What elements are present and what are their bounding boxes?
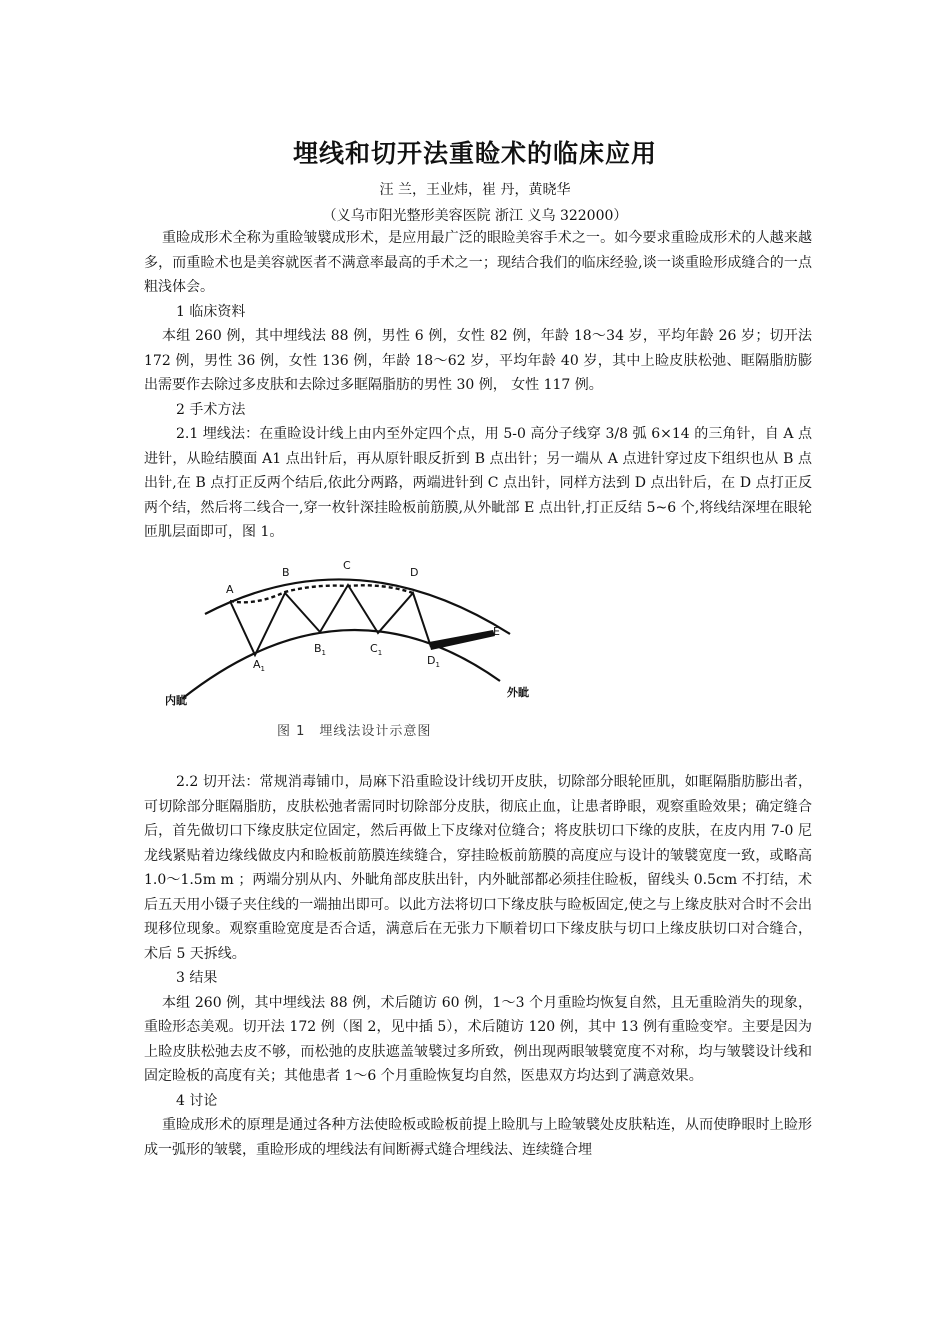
affiliation: （义乌市阳光整形美容医院 浙江 义乌 322000） bbox=[322, 208, 628, 224]
point-c1-label: $C_1$ bbox=[370, 642, 383, 657]
author-list: 汪 兰，王业炜，崔 丹，黄晓华 bbox=[379, 182, 571, 198]
zigzag-suture-path bbox=[230, 585, 431, 655]
section-1-heading: 1 临床资料 bbox=[176, 303, 246, 320]
suture-to-point-e bbox=[429, 630, 495, 650]
paper-title: 埋线和切开法重睑术的临床应用 bbox=[292, 139, 657, 168]
point-b1-label: $B_1$ bbox=[314, 642, 327, 657]
body-text-lower bbox=[144, 770, 812, 1162]
outer-canthus-label: 外眦 bbox=[507, 686, 529, 699]
inner-canthus-label: 内眦 bbox=[165, 694, 187, 707]
section-2-1-paragraph: 2.1 埋线法：在重睑设计线上由内至外定四个点，用 5-0 高分子线穿 3/8 弧 6×14 的三角针，自 A 点进针，从睑结膜面 A1 点出针后，再从原针眼反折到 B 点出针；另一端从 A 点进针穿过皮下组织也从 B 点出针,在 B 点打正反两个结后,依此分两路，两端进针到 C 点出针，同样方法到 D 点出针后，在 D 点打正反两个结，然后将二线合一,穿一枚针深挂睑板前筋膜,从外眦部 E 点出针,打正反结 5~6 个,将线结深埋在眼轮匝肌层面即可，图 1。 bbox=[144, 426, 812, 540]
buried-suture-dashed-line bbox=[230, 585, 413, 602]
point-b-label: B bbox=[282, 566, 290, 579]
section-3-paragraph: 本组 260 例，其中埋线法 88 例，术后随访 60 例，1～3 个月重睑均恢复自然，且无重睑消失的现象，重睑形态美观。切开法 172 例（图 2，见中插 5），术后随访 120 例，其中 13 例有重睑变窄。主要是因为上睑皮肤松弛去皮不够，而松弛的皮肤遮盖皱襞过多所致，例出现两眼皱襞宽度不对称，均与皱襞设计线和固定睑板的高度有关；其他患者 1～6 个月重睑恢复均自然，医患双方均达到了满意效果。 bbox=[144, 994, 812, 1084]
point-d-label: D bbox=[410, 566, 419, 579]
body-text-upper bbox=[144, 226, 812, 545]
point-a1-label: $A_1$ bbox=[253, 658, 265, 673]
point-a-label: A bbox=[226, 583, 234, 596]
point-c-label: C bbox=[343, 559, 351, 572]
point-e-label: E bbox=[493, 625, 500, 638]
section-4-heading: 4 讨论 bbox=[176, 1092, 218, 1109]
suture-design-figure bbox=[155, 556, 555, 746]
section-1-paragraph: 本组 260 例，其中埋线法 88 例，男性 6 例，女性 82 例，年龄 18～34 岁，平均年龄 26 岁；切开法 172 例，男性 36 例，女性 136 例，年龄 18～62 岁，平均年龄 40 岁，其中上睑皮肤松弛、眶隔脂肪膨出需要作去除过多皮肤和去除过多眶隔脂肪的男性 30 例， 女性 117 例。 bbox=[144, 328, 812, 393]
section-3-heading: 3 结果 bbox=[176, 970, 218, 986]
section-2-heading: 2 手术方法 bbox=[176, 401, 246, 418]
section-4-paragraph: 重睑成形术的原理是通过各种方法使睑板或睑板前提上睑肌与上睑皱襞处皮肤粘连，从而使睁眼时上睑形成一弧形的皱襞，重睑形成的埋线法有间断褥式缝合埋线法、连续缝合埋 bbox=[144, 1117, 812, 1158]
section-2-2-paragraph: 2.2 切开法：常规消毒铺巾，局麻下沿重睑设计线切开皮肤，切除部分眼轮匝肌，如眶隔脂肪膨出者，可切除部分眶隔脂肪，皮肤松弛者需同时切除部分皮肤，彻底止血，让患者睁眼，观察重睑效果；确定缝合后，首先做切口下缘皮肤定位固定，然后再做上下皮缘对位缝合；将皮肤切口下缘的皮肤，在皮内用 7-0 尼龙线紧贴着边缘线做皮内和睑板前筋膜连续缝合，穿挂睑板前筋膜的高度应与设计的皱襞宽度一致，或略高 1.0～1.5m m ；两端分别从内、外眦角部皮肤出针，内外眦部都必须挂住睑板，留线头 0.5cm 不打结，术后五天用小镊子夹住线的一端抽出即可。以此方法将切口下缘皮肤与睑板固定,使之与上缘皮肤对合时不会出现移位现象。观察重睑宽度是否合适，满意后在无张力下顺着切口下缘皮肤与切口上缘皮肤切口对合缝合，术后 5 天拆线。 bbox=[144, 774, 812, 962]
upper-design-line bbox=[205, 579, 510, 634]
figure-1-caption: 图 1 埋线法设计示意图 bbox=[277, 724, 432, 739]
intro-paragraph: 重睑成形术全称为重睑皱襞成形术，是应用最广泛的眼睑美容手术之一。如今要求重睑成形术的人越来越多，而重睑术也是美容就医者不满意率最高的手术之一；现结合我们的临床经验,谈一谈重睑形成缝合的一点粗浅体会。 bbox=[144, 230, 812, 295]
point-d1-label: $D_1$ bbox=[427, 654, 440, 669]
